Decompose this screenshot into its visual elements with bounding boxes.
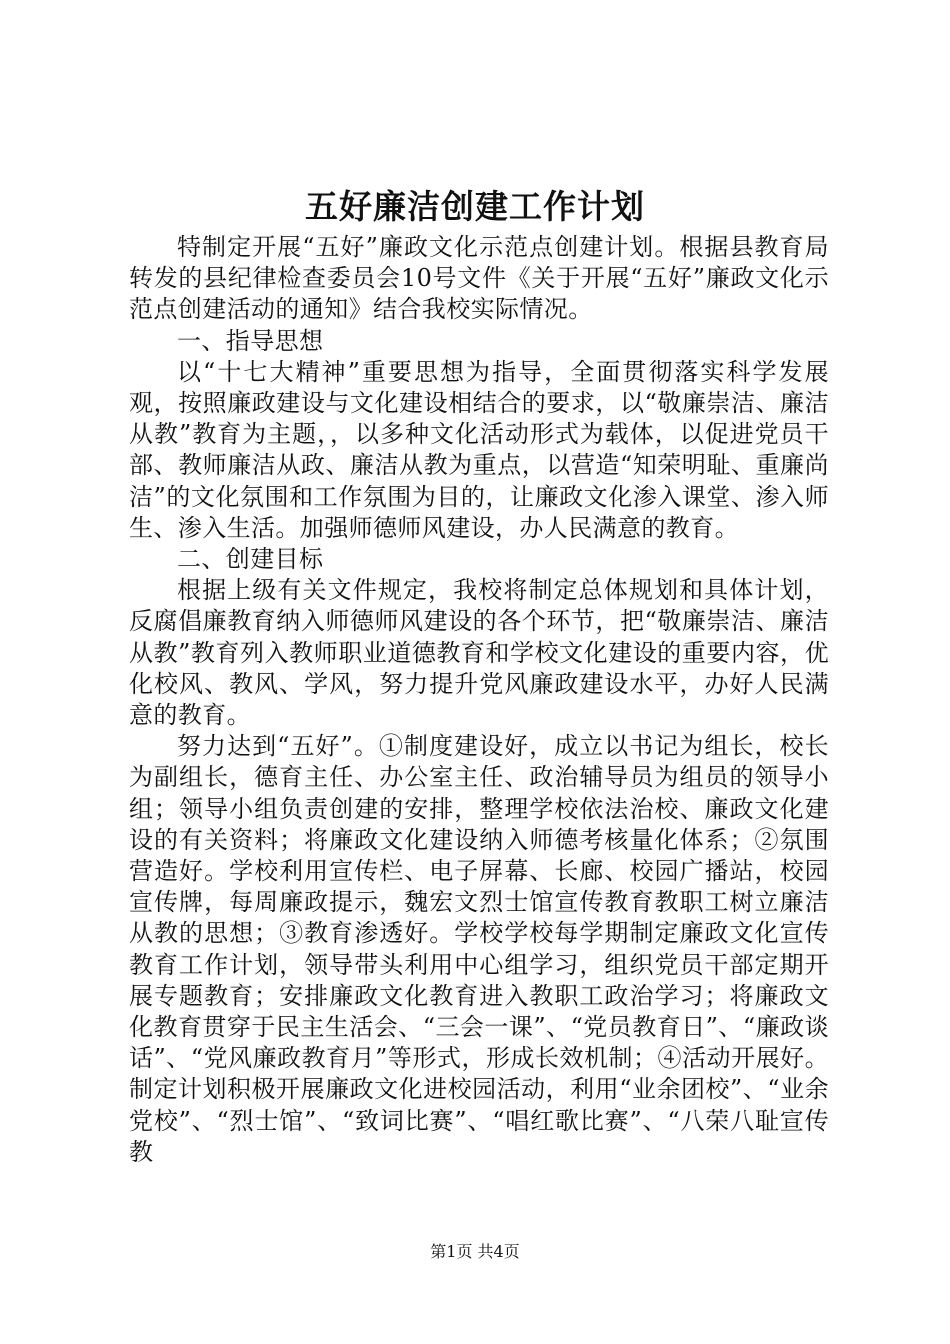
- paragraph-guiding-thought: 以“十七大精神”重要思想为指导，全面贯彻落实科学发展观，按照廉政建设与文化建设相结合的要求，以“敬廉崇洁、廉洁从教”教育为主题，，以多种文化活动形式为载体，以促进党员干部、教师廉洁从政、廉洁从教为重点，以营造“知荣明耻、重廉尚洁”的文化氛围和工作氛围为目的，让廉政文化渗入课堂、渗入师生、渗入生活。加强师德师风建设，办人民满意的教育。: [129, 357, 829, 542]
- section-heading-goals: 二、创建目标: [177, 545, 324, 574]
- paragraph-goals: 根据上级有关文件规定，我校将制定总体规划和具体计划，反腐倡廉教育纳入师德师风建设的各个环节，把“敬廉崇洁、廉洁从教”教育列入教师职业道德教育和学校文化建设的重要内容，优化校风、教风、学风，努力提升党风廉政建设水平，办好人民满意的教育。: [129, 576, 829, 730]
- page-number-footer: 第1页 共4页: [430, 1242, 520, 1261]
- paragraph-intro: 特制定开展“五好”廉政文化示范点创建计划。根据县教育局转发的县纪律检查委员会10号文件《关于开展“五好”廉政文化示范点创建活动的通知》结合我校实际情况。: [129, 233, 829, 324]
- document-body: [129, 232, 829, 1168]
- document-title: 五好廉洁创建工作计划: [305, 187, 645, 226]
- paragraph-five-goods: 努力达到“五好”。①制度建设好，成立以书记为组长，校长为副组长，德育主任、办公室主任、政治辅导员为组员的领导小组；领导小组负责创建的安排，整理学校依法治校、廉政文化建设的有关资料；将廉政文化建设纳入师德考核量化体系；②氛围营造好。学校利用宣传栏、电子屏幕、长廊、校园广播站，校园宣传牌，每周廉政提示，魏宏文烈士馆宣传教育教职工树立廉洁从教的思想；③教育渗透好。学校学校每学期制定廉政文化宣传教育工作计划，领导带头利用中心组学习，组织党员干部定期开展专题教育；安排廉政文化教育进入教职工政治学习；将廉政文化教育贯穿于民主生活会、“三会一课”、“党员教育日”、“廉政谈话”、“党风廉政教育月”等形式，形成长效机制；④活动开展好。制定计划积极开展廉政文化进校园活动，利用“业余团校”、“业余党校”、“烈士馆”、“致词比赛”、“唱红歌比赛”、“八荣八耻宣传教: [129, 732, 829, 1166]
- section-heading-guiding-thought: 一、指导思想: [177, 326, 324, 355]
